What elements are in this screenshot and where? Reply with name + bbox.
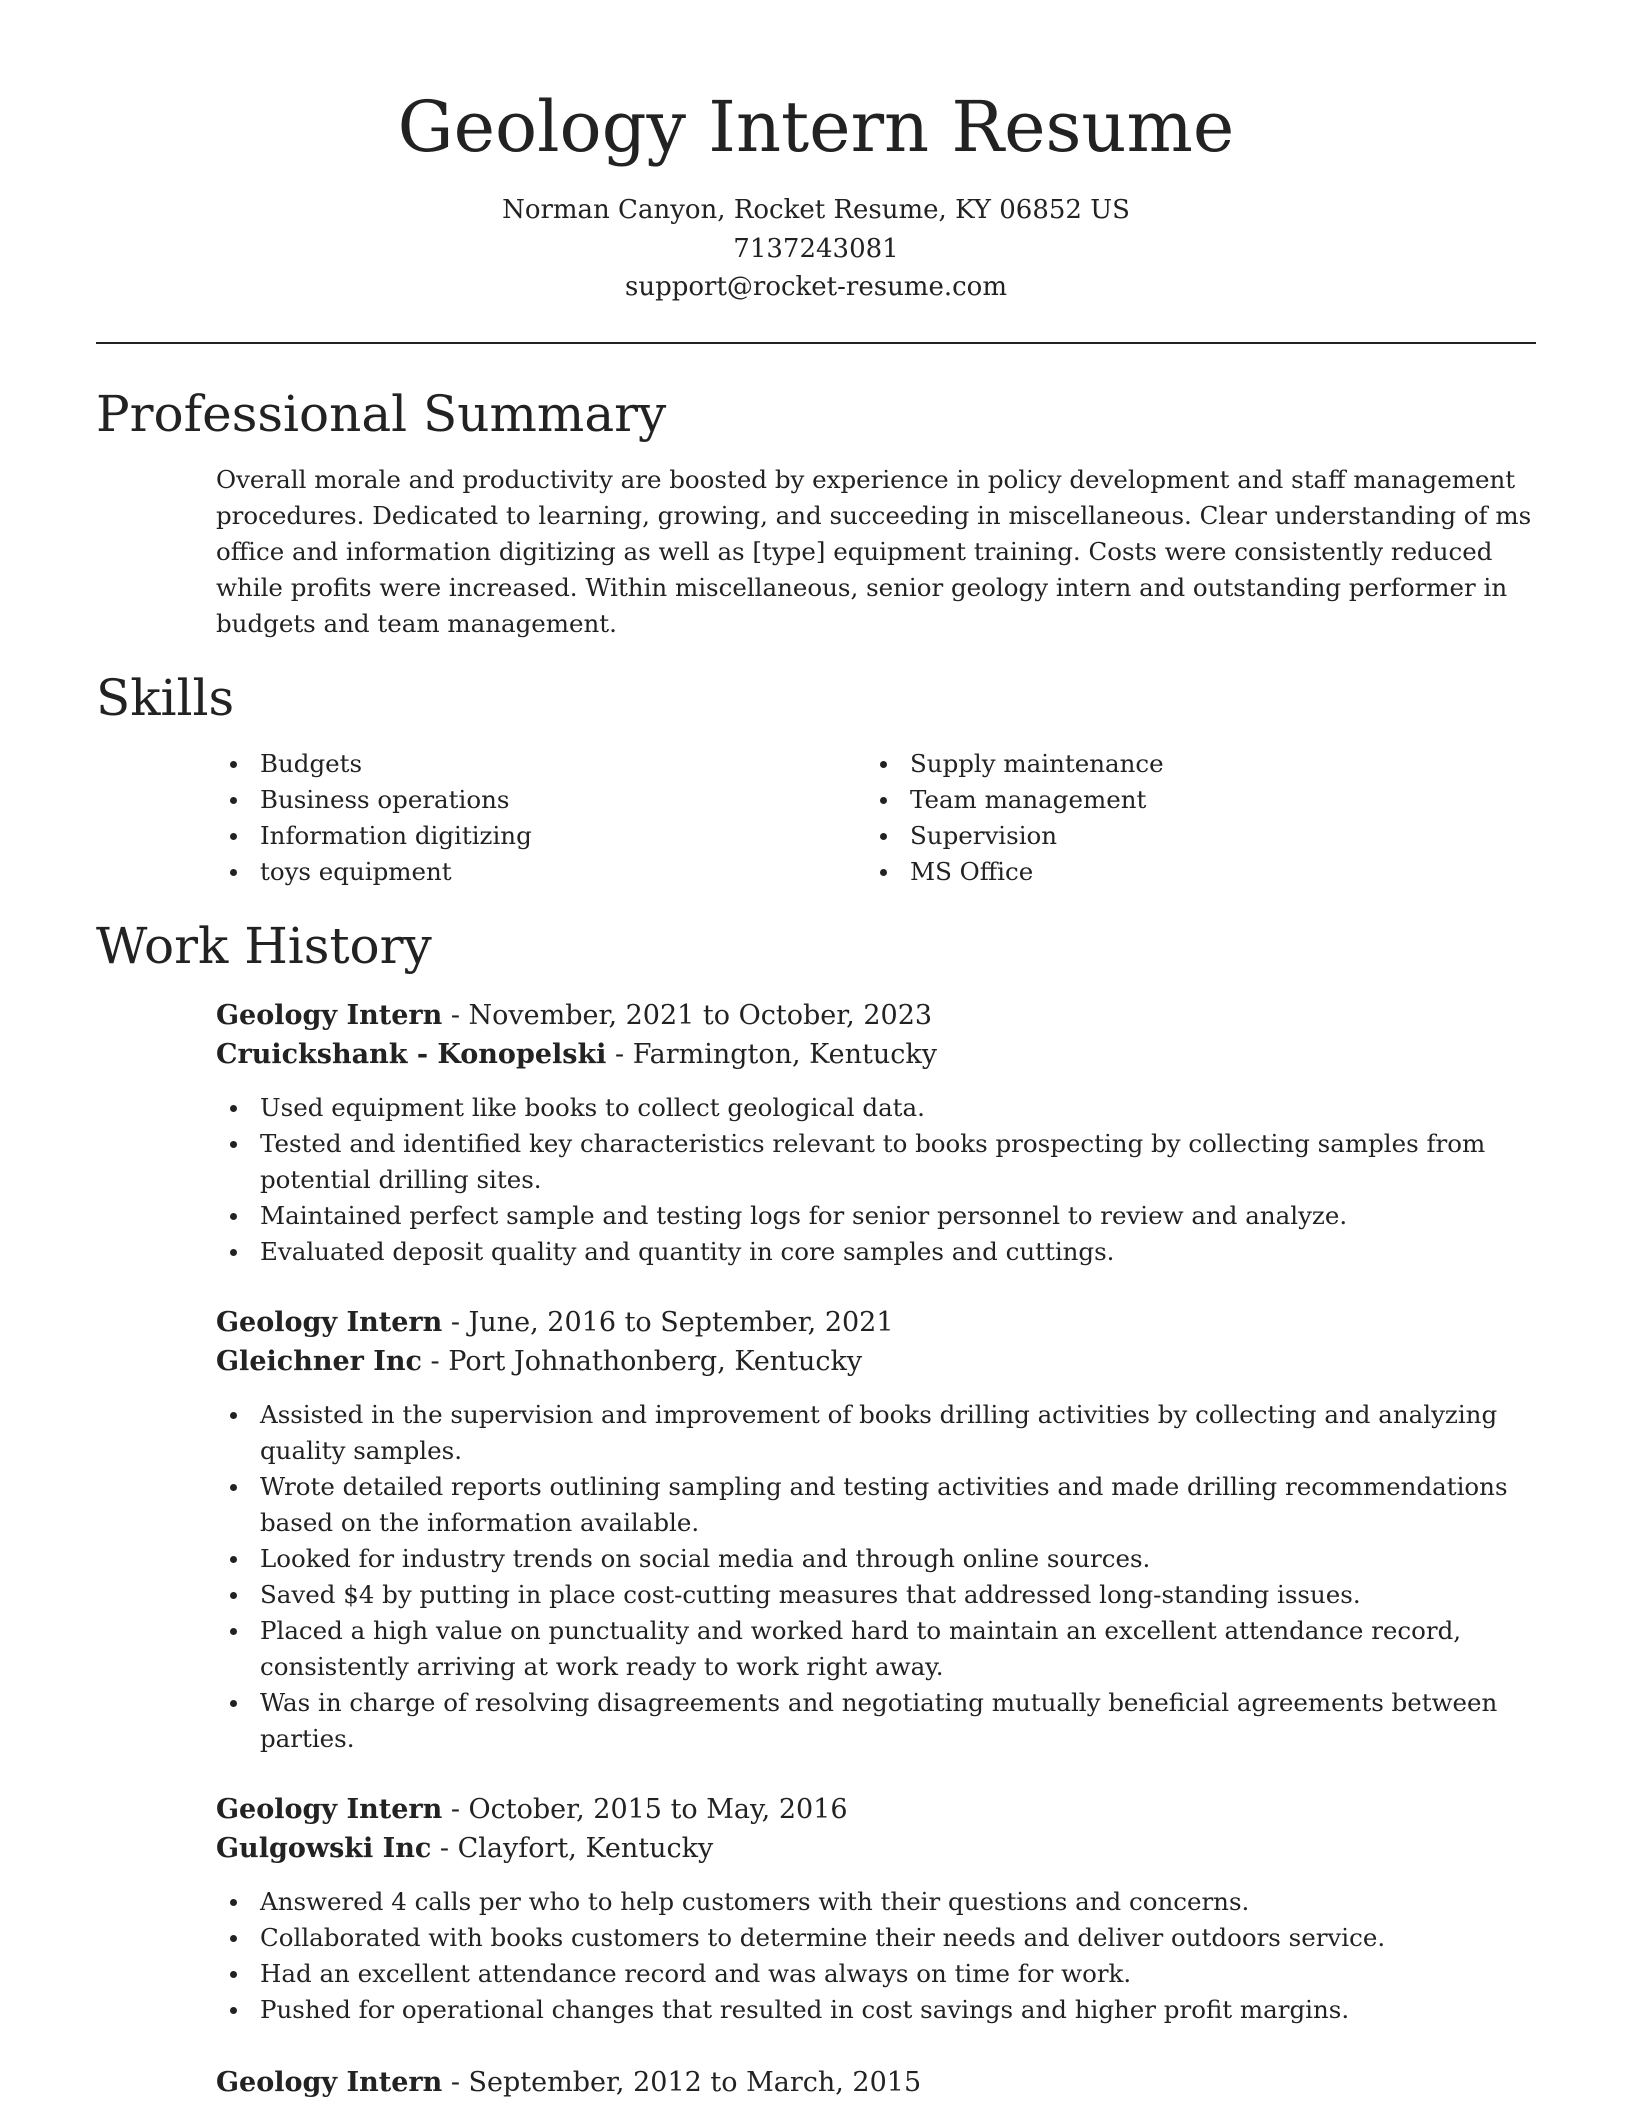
skill-item: Budgets (216, 746, 856, 782)
job-bullets (216, 1397, 1546, 1757)
job-bullet: Wrote detailed reports outlining sampling and testing activities and made drilling recommendations based on the information available. (216, 1469, 1546, 1541)
skill-item: Team management (866, 782, 1506, 818)
job-title: Geology Intern (216, 1794, 443, 1825)
job-title: Geology Intern (216, 2067, 443, 2098)
skill-item: MS Office (866, 854, 1506, 890)
job-title-line (216, 996, 1546, 1035)
job-bullet: Answered 4 calls per who to help customers with their questions and concerns. (216, 1884, 1546, 1920)
job-bullet: Assisted in the supervision and improvement of books drilling activities by collecting and analyzing quality samples. (216, 1397, 1546, 1469)
job-bullets (216, 1090, 1546, 1270)
job-bullet: Looked for industry trends on social media and through online sources. (216, 1541, 1546, 1577)
skill-item: toys equipment (216, 854, 856, 890)
contact-email: support@rocket-resume.com (624, 272, 1007, 302)
job-title: Geology Intern (216, 1307, 443, 1338)
summary-heading: Professional Summary (96, 385, 667, 443)
summary-text: Overall morale and productivity are boosted by experience in policy development and staff management procedures. Dedicated to learning, growing, and succeeding in miscellaneous. Clear understanding of ms office and information digitizing as well as [type] equipment training. Costs were consistently reduced while profits were increased. Within miscellaneous, senior geology intern and outstanding performer in budgets and team management. (216, 465, 1532, 638)
job-title-line (216, 1790, 1546, 1829)
job-dates: - September, 2012 to March, 2015 (442, 2067, 922, 2098)
job-bullets (216, 1884, 1546, 2028)
job-bullet: Had an excellent attendance record and was always on time for work. (216, 1956, 1546, 1992)
job-bullet: Was in charge of resolving disagreements and negotiating mutually beneficial agreements between parties. (216, 1685, 1546, 1757)
skills-column-right (866, 746, 1506, 890)
skills-column-left (216, 746, 856, 890)
job-bullet: Used equipment like books to collect geological data. (216, 1090, 1546, 1126)
job-company-line (216, 1829, 1546, 1868)
job-location: - Clayfort, Kentucky (431, 1833, 714, 1864)
job-entry (216, 2063, 1546, 2102)
job-bullet: Evaluated deposit quality and quantity in core samples and cuttings. (216, 1234, 1546, 1270)
job-company-line (216, 1035, 1546, 1074)
job-dates: - October, 2015 to May, 2016 (442, 1794, 848, 1825)
job-bullet: Tested and identified key characteristics relevant to books prospecting by collecting samples from potential drilling sites. (216, 1126, 1546, 1198)
work-history-heading: Work History (96, 917, 432, 975)
resume-title: Geology Intern Resume (397, 86, 1235, 168)
skill-item: Supply maintenance (866, 746, 1506, 782)
job-title-line (216, 1303, 1546, 1342)
job-entry (216, 1303, 1546, 1757)
skills-list-left (216, 746, 856, 890)
skill-item: Supervision (866, 818, 1506, 854)
job-bullet: Collaborated with books customers to determine their needs and deliver outdoors service. (216, 1920, 1546, 1956)
job-dates: - June, 2016 to September, 2021 (442, 1307, 894, 1338)
job-entry (216, 1790, 1546, 2028)
job-title-line (216, 2063, 1546, 2102)
job-bullet: Saved $4 by putting in place cost-cutting measures that addressed long-standing issues. (216, 1577, 1546, 1613)
job-bullet: Maintained perfect sample and testing logs for senior personnel to review and analyze. (216, 1198, 1546, 1234)
job-bullet: Placed a high value on punctuality and worked hard to maintain an excellent attendance record, consistently arriving at work ready to work right away. (216, 1613, 1546, 1685)
job-entry (216, 996, 1546, 1270)
job-location: - Farmington, Kentucky (606, 1039, 937, 1070)
job-location: - Port Johnathonberg, Kentucky (421, 1346, 863, 1377)
job-title: Geology Intern (216, 1000, 443, 1031)
header-divider (96, 342, 1536, 344)
job-company: Gleichner Inc (216, 1346, 422, 1377)
skills-heading: Skills (96, 669, 235, 727)
job-bullet: Pushed for operational changes that resulted in cost savings and higher profit margins. (216, 1992, 1546, 2028)
skill-item: Information digitizing (216, 818, 856, 854)
job-company: Cruickshank - Konopelski (216, 1039, 607, 1070)
skills-list-right (866, 746, 1506, 890)
job-dates: - November, 2021 to October, 2023 (442, 1000, 933, 1031)
contact-phone: 7137243081 (733, 234, 899, 264)
skill-item: Business operations (216, 782, 856, 818)
job-company: Gulgowski Inc (216, 1833, 432, 1864)
job-company-line (216, 1342, 1546, 1381)
contact-address: Norman Canyon, Rocket Resume, KY 06852 US (502, 195, 1130, 225)
